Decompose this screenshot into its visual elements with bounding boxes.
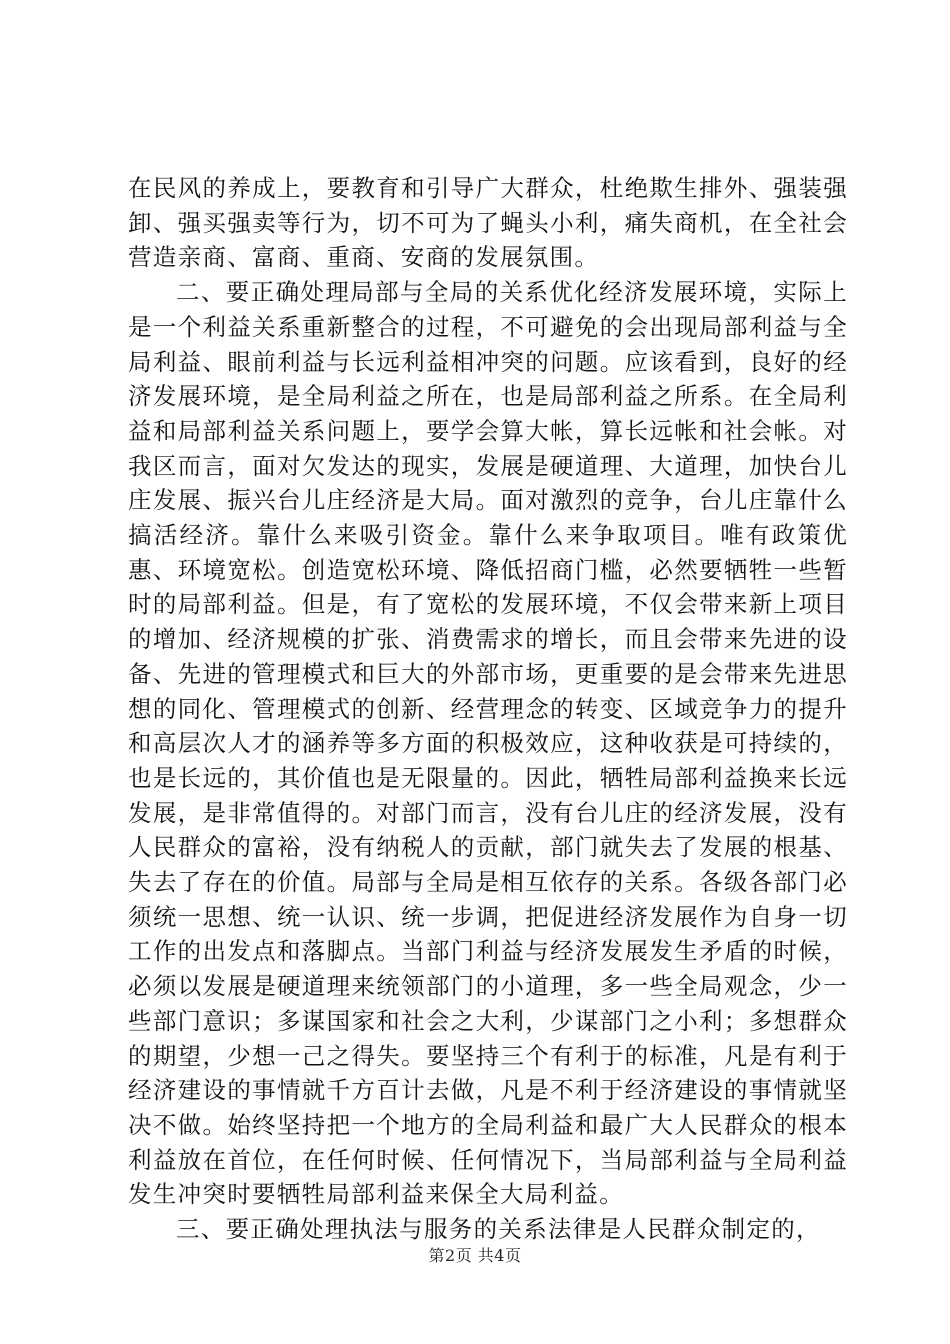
paragraph-section-three: 三、要正确处理执法与服务的关系法律是人民群众制定的， <box>176 1215 821 1244</box>
document-body <box>128 171 848 1247</box>
paragraph-continuation: 在民风的养成上，要教育和引导广大群众，杜绝欺生排外、强装强卸、强买强卖等行为，切不可为了蝇头小利，痛失商机，在全社会营造亲商、富商、重商、安商的发展氛围。 <box>128 174 848 272</box>
page-footer: 第2页 共4页 <box>428 1246 522 1265</box>
paragraph-section-two: 二、要正确处理局部与全局的关系优化经济发展环境，实际上是一个利益关系重新整合的过程，不可避免的会出现局部利益与全局利益、眼前利益与长远利益相冲突的问题。应该看到，良好的经济发展环境，是全局利益之所在，也是局部利益之所系。在全局利益和局部利益关系问题上，要学会算大帐，算长远帐和社会帐。对我区而言，面对欠发达的现实，发展是硬道理、大道理，加快台儿庄发展、振兴台儿庄经济是大局。面对激烈的竞争，台儿庄靠什么搞活经济。靠什么来吸引资金。靠什么来争取项目。唯有政策优惠、环境宽松。创造宽松环境、降低招商门槛，必然要牺牲一些暂时的局部利益。但是，有了宽松的发展环境，不仅会带来新上项目的增加、经济规模的扩张、消费需求的增长，而且会带来先进的设备、先进的管理模式和巨大的外部市场，更重要的是会带来先进思想的同化、管理模式的创新、经营理念的转变、区域竞争力的提升和高层次人才的涵养等多方面的积极效应，这种收获是可持续的，也是长远的，其价值也是无限量的。因此，牺牲局部利益换来长远发展，是非常值得的。对部门而言，没有台儿庄的经济发展，没有人民群众的富裕，没有纳税人的贡献，部门就失去了发展的根基、失去了存在的价值。局部与全局是相互依存的关系。各级各部门必须统一思想、统一认识、统一步调，把促进经济发展作为自身一切工作的出发点和落脚点。当部门利益与经济发展发生矛盾的时候，必须以发展是硬道理来统领部门的小道理，多一些全局观念，少一些部门意识；多谋国家和社会之大利，少谋部门之小利；多想群众的期望，少想一己之得失。要坚持三个有利于的标准，凡是有利于经济建设的事情就千方百计去做，凡是不利于经济建设的事情就坚决不做。始终坚持把一个地方的全局利益和最广大人民群众的根本利益放在首位，在任何时候、任何情况下，当局部利益与全局利益发生冲突时要牺牲局部利益来保全大局利益。 <box>128 278 848 1209</box>
